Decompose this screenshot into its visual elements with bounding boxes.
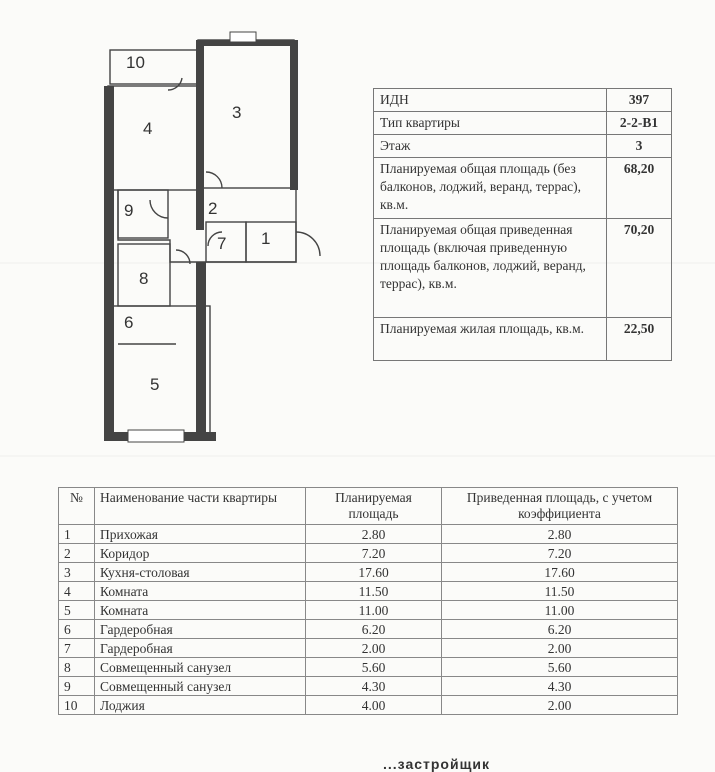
room-label: 2 (208, 199, 218, 218)
table-row (59, 563, 678, 582)
room-label: 7 (217, 234, 227, 253)
table-row (59, 525, 678, 544)
info-label: Планируемая общая площадь (без балконов, лоджий, веранд, террас), кв.м. (374, 158, 607, 219)
windows (128, 32, 256, 442)
room-num: 2 (59, 544, 95, 563)
room-name: Совмещенный санузел (95, 677, 306, 696)
left-wall (104, 86, 114, 440)
room-num: 7 (59, 639, 95, 658)
reduced-area: 5.60 (442, 658, 678, 677)
info-value: 68,20 (607, 158, 672, 219)
room-name: Прихожая (95, 525, 306, 544)
info-value: 2-2-В1 (607, 112, 672, 135)
info-value: 70,20 (607, 219, 672, 318)
reduced-area: 7.20 (442, 544, 678, 563)
table-row (59, 601, 678, 620)
apartment-info-table (373, 88, 672, 361)
room-num: 10 (59, 696, 95, 715)
planned-area: 4.00 (306, 696, 442, 715)
reduced-area: 11.00 (442, 601, 678, 620)
room-name: Кухня-столовая (95, 563, 306, 582)
room-name: Совмещенный санузел (95, 658, 306, 677)
room-label: 1 (261, 229, 271, 248)
kitchen-outline (198, 40, 294, 188)
room-name: Коридор (95, 544, 306, 563)
table-row (59, 677, 678, 696)
info-row (374, 112, 672, 135)
planned-area: 2.00 (306, 639, 442, 658)
window (128, 430, 184, 442)
planned-area: 2.80 (306, 525, 442, 544)
info-value: 22,50 (607, 318, 672, 361)
room-label: 6 (124, 313, 134, 332)
info-label: ИДН (374, 89, 607, 112)
walls (108, 40, 320, 440)
info-row (374, 219, 672, 318)
room-label: 9 (124, 201, 134, 220)
header-name: Наименование части квартиры (95, 488, 306, 525)
right-wall (290, 40, 298, 190)
room-name: Гардеробная (95, 620, 306, 639)
info-label: Планируемая общая приведенная площадь (включая приведенную площадь балконов, лоджий, веранд, террас), кв.м. (374, 219, 607, 318)
info-label: Этаж (374, 135, 607, 158)
room-num: 5 (59, 601, 95, 620)
room-name: Гардеробная (95, 639, 306, 658)
corridor-outline (118, 188, 296, 262)
table-row (59, 658, 678, 677)
reduced-area: 6.20 (442, 620, 678, 639)
center-lower-wall (196, 262, 206, 440)
room-name: Лоджия (95, 696, 306, 715)
table-header-row (59, 488, 678, 525)
table-row (59, 582, 678, 601)
header-reduced-area: Приведенная площадь, с учетом коэффициента (442, 488, 678, 525)
room-label: 3 (232, 103, 242, 122)
table-row (59, 620, 678, 639)
info-label: Тип квартиры (374, 112, 607, 135)
room-label: 5 (150, 375, 160, 394)
rooms-area-table (58, 487, 678, 715)
info-value: 397 (607, 89, 672, 112)
room-num: 8 (59, 658, 95, 677)
info-value: 3 (607, 135, 672, 158)
reduced-area: 2.00 (442, 639, 678, 658)
header-num: № (59, 488, 95, 525)
planned-area: 11.00 (306, 601, 442, 620)
table-row (59, 544, 678, 563)
planned-area: 6.20 (306, 620, 442, 639)
info-row (374, 135, 672, 158)
room-label: 10 (126, 53, 145, 72)
header-planned-area: Планируемая площадь (306, 488, 442, 525)
planned-area: 11.50 (306, 582, 442, 601)
loggia-outline (110, 50, 198, 84)
room-name: Комната (95, 601, 306, 620)
hall1-outline (246, 222, 296, 262)
info-row (374, 89, 672, 112)
planned-area: 7.20 (306, 544, 442, 563)
room4-outline (108, 86, 202, 190)
reduced-area: 17.60 (442, 563, 678, 582)
room-num: 9 (59, 677, 95, 696)
footer-text-fragment: ...застройщик (383, 756, 491, 772)
room-num: 6 (59, 620, 95, 639)
door-arc (206, 172, 222, 188)
center-wall (196, 40, 204, 230)
reduced-area: 2.80 (442, 525, 678, 544)
reduced-area: 2.00 (442, 696, 678, 715)
info-row (374, 318, 672, 361)
planned-area: 5.60 (306, 658, 442, 677)
door-arc (150, 200, 168, 218)
info-row (374, 158, 672, 219)
table-row (59, 696, 678, 715)
planned-area: 17.60 (306, 563, 442, 582)
planned-area: 4.30 (306, 677, 442, 696)
window (230, 32, 256, 42)
door-arc (296, 232, 320, 256)
info-label: Планируемая жилая площадь, кв.м. (374, 318, 607, 361)
room-num: 4 (59, 582, 95, 601)
table-row (59, 639, 678, 658)
room-num: 3 (59, 563, 95, 582)
reduced-area: 4.30 (442, 677, 678, 696)
room-label: 4 (143, 119, 153, 138)
room-name: Комната (95, 582, 306, 601)
reduced-area: 11.50 (442, 582, 678, 601)
room-num: 1 (59, 525, 95, 544)
room-label: 8 (139, 269, 149, 288)
